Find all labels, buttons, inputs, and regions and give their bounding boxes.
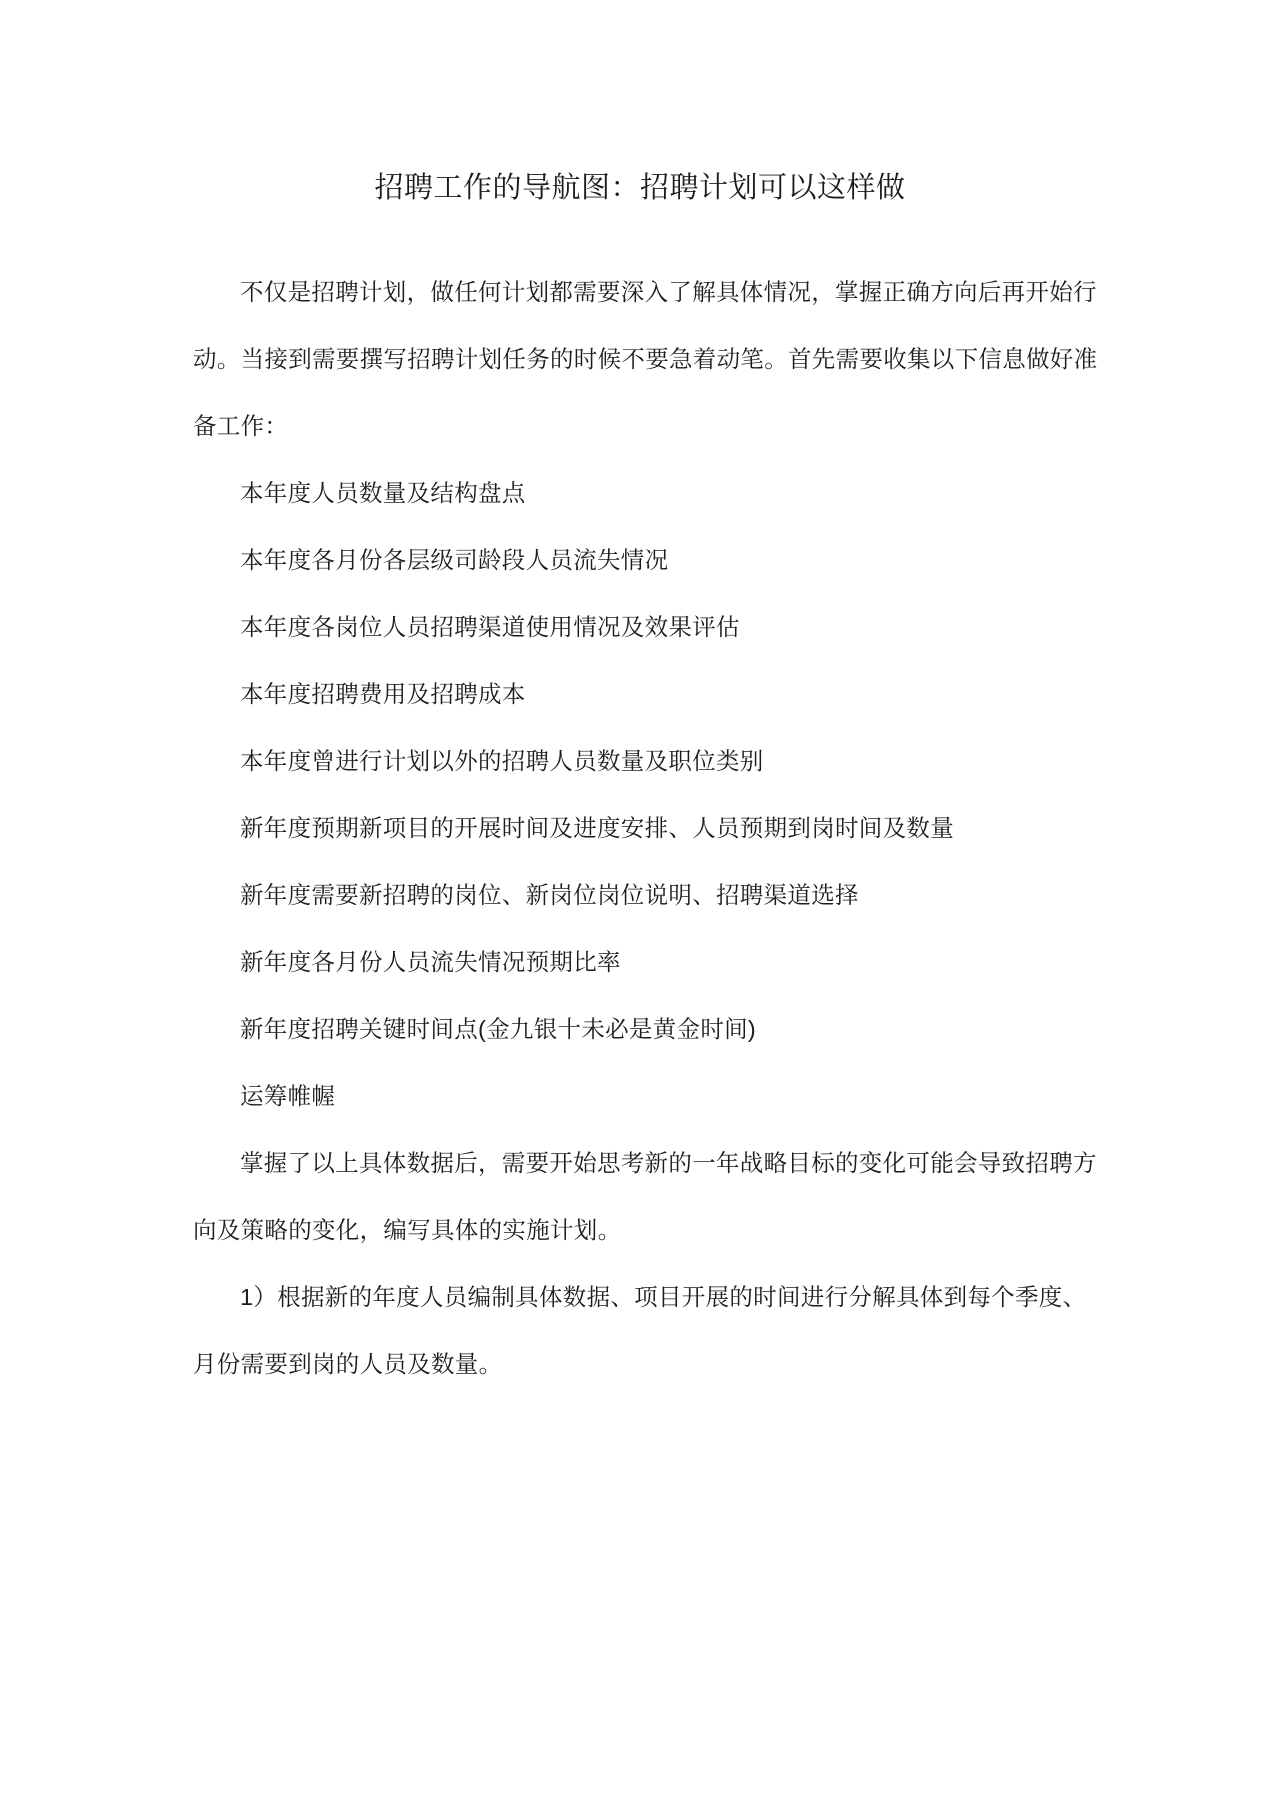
text-line: 本年度各月份各层级司龄段人员流失情况 (240, 546, 669, 573)
text-line: 本年度招聘费用及招聘成本 (240, 680, 526, 707)
text-line: 本年度人员数量及结构盘点 (240, 479, 526, 506)
text-line: 新年度招聘关键时间点(金九银十未必是黄金时间) (240, 1015, 757, 1042)
text-line: 本年度曾进行计划以外的招聘人员数量及职位类别 (240, 747, 764, 774)
text-line: 新年度各月份人员流失情况预期比率 (240, 948, 621, 975)
text-line: 备工作： (193, 412, 289, 439)
text-line: 运筹帷幄 (240, 1082, 336, 1109)
text-line: 新年度需要新招聘的岗位、新岗位岗位说明、招聘渠道选择 (240, 881, 859, 908)
page-title: 招聘工作的导航图：招聘计划可以这样做 (374, 172, 906, 204)
text-line: 向及策略的变化，编写具体的实施计划。 (193, 1216, 622, 1243)
text-line: 1）根据新的年度人员编制具体数据、项目开展的时间进行分解具体到每个季度、 (240, 1283, 1087, 1310)
text-line: 新年度预期新项目的开展时间及进度安排、人员预期到岗时间及数量 (240, 814, 954, 841)
document-body (193, 256, 1098, 1395)
text-line: 不仅是招聘计划，做任何计划都需要深入了解具体情况，掌握正确方向后再开始行 (240, 278, 1097, 305)
text-line: 动。当接到需要撰写招聘计划任务的时候不要急着动笔。首先需要收集以下信息做好准 (193, 345, 1098, 372)
text-line: 本年度各岗位人员招聘渠道使用情况及效果评估 (240, 613, 740, 640)
text-line: 掌握了以上具体数据后，需要开始思考新的一年战略目标的变化可能会导致招聘方 (240, 1149, 1097, 1176)
text-line: 月份需要到岗的人员及数量。 (193, 1350, 503, 1377)
